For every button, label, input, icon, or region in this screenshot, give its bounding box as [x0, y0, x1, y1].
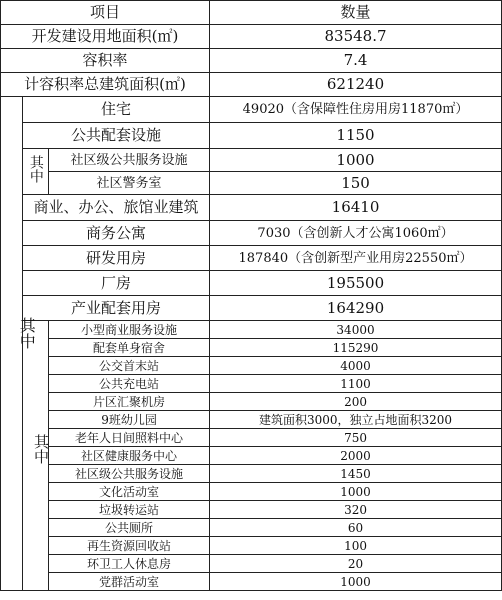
- commercial-label: 商业、办公、旅馆业建筑: [23, 195, 210, 221]
- industrial-support-value: 164290: [210, 296, 502, 321]
- business-apartment-value: 7030（含创新人才公寓1060㎡）: [210, 221, 502, 246]
- charging-station-label: 公共充电站: [49, 375, 210, 393]
- community-service-label: 社区级公共服务设施: [49, 149, 210, 172]
- police-room-value: 150: [210, 172, 502, 195]
- outer-qizhong-label: 其中: [1, 97, 23, 591]
- waste-transfer-value: 320: [210, 501, 502, 519]
- community-service-value: 1000: [210, 149, 502, 172]
- header-item: 项目: [1, 1, 210, 25]
- far-value: 7.4: [210, 49, 502, 73]
- bus-terminal-value: 4000: [210, 357, 502, 375]
- culture-room-label: 文化活动室: [49, 483, 210, 501]
- health-center-value: 2000: [210, 447, 502, 465]
- small-commerce-value: 34000: [210, 321, 502, 339]
- public-toilet-value: 60: [210, 519, 502, 537]
- elderly-care-label: 老年人日间照料中心: [49, 429, 210, 447]
- party-room-label: 党群活动室: [49, 573, 210, 591]
- commercial-value: 16410: [210, 195, 502, 221]
- charging-station-value: 1100: [210, 375, 502, 393]
- party-room-value: 1000: [210, 573, 502, 591]
- sanitation-rest-label: 环卫工人休息房: [49, 555, 210, 573]
- far-label: 容积率: [1, 49, 210, 73]
- factory-value: 195500: [210, 271, 502, 296]
- police-room-label: 社区警务室: [49, 172, 210, 195]
- housing-label: 住宅: [23, 97, 210, 123]
- public-facilities-label: 公共配套设施: [23, 123, 210, 149]
- industrial-support-label: 产业配套用房: [23, 296, 210, 321]
- community-facility-value: 1450: [210, 465, 502, 483]
- sub-qizhong-label: 其中: [23, 149, 49, 195]
- total-gfa-value: 621240: [210, 73, 502, 97]
- kindergarten-value: 建筑面积3000，独立占地面积3200: [210, 411, 502, 429]
- total-gfa-label: 计容积率总建筑面积(㎡): [1, 73, 210, 97]
- recycling-label: 再生资源回收站: [49, 537, 210, 555]
- land-area-label: 开发建设用地面积(㎡): [1, 25, 210, 49]
- health-center-label: 社区健康服务中心: [49, 447, 210, 465]
- long-qizhong-label: 其中: [23, 321, 49, 591]
- aggregation-room-label: 片区汇聚机房: [49, 393, 210, 411]
- sanitation-rest-value: 20: [210, 555, 502, 573]
- kindergarten-label: 9班幼儿园: [49, 411, 210, 429]
- housing-value: 49020（含保障性住房用房11870㎡）: [210, 97, 502, 123]
- recycling-value: 100: [210, 537, 502, 555]
- factory-label: 厂房: [23, 271, 210, 296]
- public-toilet-label: 公共厕所: [49, 519, 210, 537]
- business-apartment-label: 商务公寓: [23, 221, 210, 246]
- culture-room-value: 1000: [210, 483, 502, 501]
- aggregation-room-value: 200: [210, 393, 502, 411]
- rnd-value: 187840（含创新型产业用房22550㎡）: [210, 246, 502, 271]
- elderly-care-value: 750: [210, 429, 502, 447]
- rnd-label: 研发用房: [23, 246, 210, 271]
- public-facilities-value: 1150: [210, 123, 502, 149]
- small-commerce-label: 小型商业服务设施: [49, 321, 210, 339]
- waste-transfer-label: 垃圾转运站: [49, 501, 210, 519]
- land-area-value: 83548.7: [210, 25, 502, 49]
- community-facility-label: 社区级公共服务设施: [49, 465, 210, 483]
- bus-terminal-label: 公交首末站: [49, 357, 210, 375]
- dormitory-label: 配套单身宿舍: [49, 339, 210, 357]
- header-value: 数量: [210, 1, 502, 25]
- dormitory-value: 115290: [210, 339, 502, 357]
